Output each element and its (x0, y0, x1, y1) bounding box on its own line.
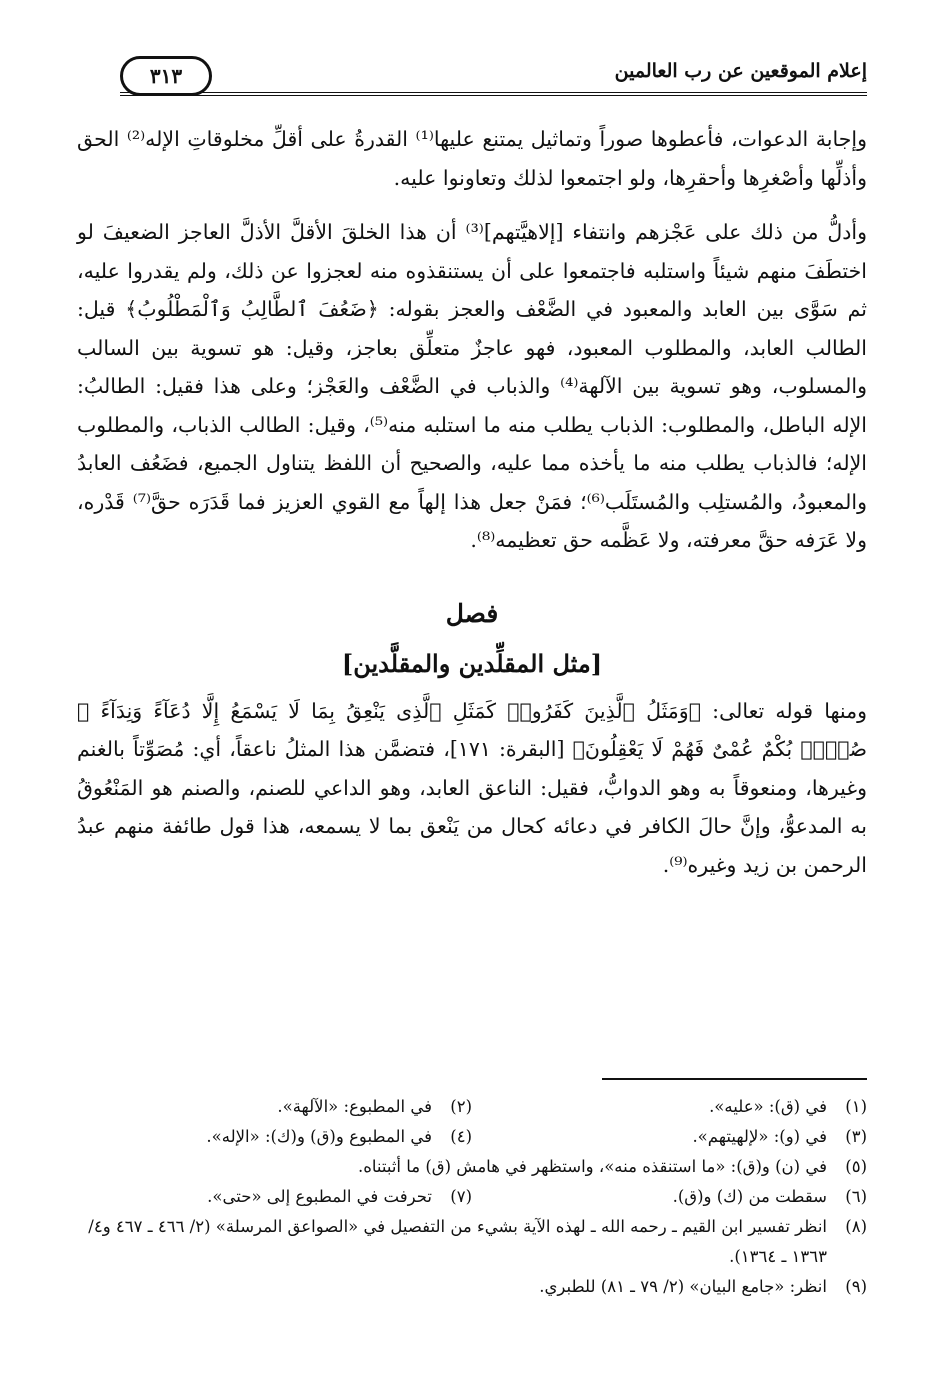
footnote-divider (602, 1078, 867, 1080)
section-title: فصل (445, 598, 499, 628)
page-header (120, 52, 867, 96)
footnote-text: في المطبوع و(ق) و(ك): «الإله». (206, 1127, 432, 1146)
footnote-number: (٥) (845, 1157, 867, 1176)
footnote-2 (77, 1092, 472, 1122)
section-subtitle: [مثل المقلِّدين والمقلَّدين] (341, 648, 603, 678)
footnote-number: (٧) (450, 1187, 472, 1206)
footnote-8 (77, 1212, 867, 1272)
footnote-4 (77, 1122, 472, 1152)
footnote-row (77, 1152, 867, 1182)
footnote-number: (٢) (450, 1097, 472, 1116)
footnote-text: في (و): «لإلهيتهم». (692, 1127, 827, 1146)
footnote-text: سقطت من (ك) و(ق). (672, 1187, 827, 1206)
running-title: إعلام الموقعين عن رب العالمين (614, 60, 867, 82)
footnote-5 (77, 1152, 867, 1182)
footnote-text: في (ن) و(ق): «ما استنقذه منه»، واستظهر في هامش (ق) ما أثبتناه. (357, 1157, 827, 1176)
footnote-6 (472, 1182, 867, 1212)
footnote-row (77, 1122, 867, 1152)
footnote-3 (472, 1122, 867, 1152)
page-number: ٣١٣ (120, 56, 212, 96)
footnote-text: في المطبوع: «الآلهة». (277, 1097, 432, 1116)
main-text (77, 120, 867, 884)
footnote-text: تحرفت في المطبوع إلى «حتى». (207, 1187, 432, 1206)
paragraph-1: وإجابة الدعوات، فأعطوها صوراً وتماثيل يمتنع عليها⁽¹⁾ القدرةُ على أقلِّ مخلوقاتِ الإله⁽²⁾ الحق وأذلِّها وأصْغرِها وأحقرِها، ولو اجتمعوا لذلك وتعاونوا عليه. (77, 127, 867, 190)
paragraph-3: ومنها قوله تعالى: ﴿وَمَثَلُ ٱلَّذِينَ كَفَرُوا۟ كَمَثَلِ ٱلَّذِى يَنْعِقُ بِمَا لَا يَسْمَعُ إِلَّا دُعَآءً وَنِدَآءً ۚ صُمٌّۢ بُكْمٌ عُمْىٌ فَهُمْ لَا يَعْقِلُونَ﴾ [البقرة: ١٧١]، فتضمَّن هذا المثلُ ناعقاً، أي: مُصَوِّتاً بالغنم وغيرها، ومنعوقاً به وهو الدوابُّ، فقيل: الناعق العابد، وهو الداعي للصنم، والصنم هو المَنْعُوقُ به المدعوُّ، وإنَّ حالَ الكافر في دعائه كحال من يَنْعق بما لا يسمعه، هذا قول طائفة منهم عبدُ الرحمن بن زيد وغيره⁽⁹⁾. (77, 698, 867, 877)
header-rule (120, 92, 867, 96)
footnote-7 (77, 1182, 472, 1212)
footnote-text: انظر تفسير ابن القيم ـ رحمه الله ـ لهذه الآية بشيء من التفصيل في «الصواعق المرسلة» (٢/ ٤٦٦ ـ ٤٦٧ و٤/ ١٣٦٣ ـ ١٣٦٤). (88, 1217, 827, 1266)
footnote-row (77, 1272, 867, 1302)
footnote-number: (١) (845, 1097, 867, 1116)
footnote-row (77, 1212, 867, 1272)
paragraph-2: وأدلُّ من ذلك على عَجْزهم وانتفاء [إلاهيَّتهم]⁽³⁾ أن هذا الخلقَ الأقلَّ الأذلَّ العاجز الضعيفَ لو اختطَفَ منهم شيئاً واستلبه فاجتمعوا على أن يستنقذوه منه لعجزوا عن ذلك، ولم يقدروا عليه، ثم سَوَّى بين العابد والمعبود في الضَّعْف والعجز بقوله: ﴿ضَعُفَ ٱلطَّالِبُ وَٱلْمَطْلُوبُ﴾ قيل: الطالب العابد، والمطلوب المعبود، فهو عاجزٌ متعلِّق بعاجز، وقيل: هو تسوية بين السالب والمسلوب، وهو تسوية بين الآلهة⁽⁴⁾ والذباب في الضَّعْف والعَجْز؛ وعلى هذا فقيل: الطالبُ: الإله الباطل، والمطلوب: الذباب يطلب منه ما استلبه منه⁽⁵⁾، وقيل: الطالب الذباب، والمطلوب الإله؛ فالذباب يطلب منه ما يأخذه مما عليه، والصحيح أن اللفظ يتناول الجميع، فضَعُف العابدُ والمعبودُ، والمُستلِب والمُستَلَب⁽⁶⁾؛ فمَنْ جعل هذا إلهاً مع القوي العزيز فما قَدَرَه حقَّ⁽⁷⁾ قَدْره، ولا عَرَفه حقَّ معرفته، ولا عَظَّمه حق تعظيمه⁽⁸⁾. (77, 220, 868, 552)
footnote-text: في (ق): «عليه». (709, 1097, 827, 1116)
footnote-row (77, 1182, 867, 1212)
footnote-9 (77, 1272, 867, 1302)
footnote-number: (٨) (845, 1217, 867, 1236)
footnote-number: (٩) (845, 1277, 867, 1296)
footnote-number: (٤) (450, 1127, 472, 1146)
footnote-row (77, 1092, 867, 1122)
footnote-1 (472, 1092, 867, 1122)
footnotes (77, 1092, 867, 1302)
footnote-number: (٣) (845, 1127, 867, 1146)
footnote-number: (٦) (845, 1187, 867, 1206)
footnote-text: انظر: «جامع البيان» (٢/ ٧٩ ـ ٨١) للطبري. (539, 1277, 827, 1296)
